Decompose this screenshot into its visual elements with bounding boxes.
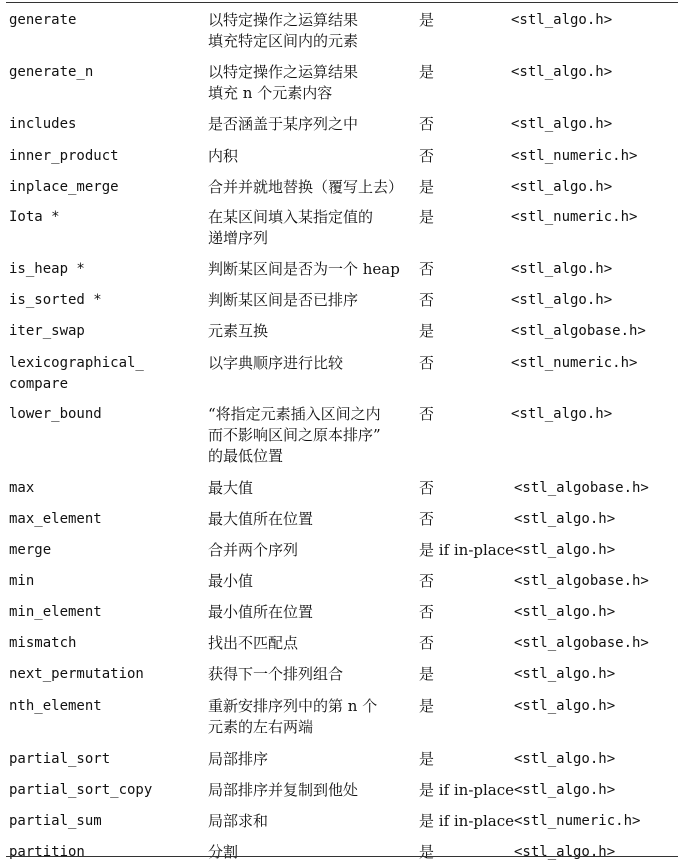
header-file: <stl_numeric.h> <box>511 148 638 164</box>
description-line: 局部求和 <box>208 812 269 830</box>
algorithm-name: Iota * <box>9 209 60 225</box>
algorithm-description <box>208 321 268 342</box>
header-file: <stl_algo.h> <box>511 12 613 28</box>
mutating-flag: 否 <box>419 405 435 423</box>
description-line: 找出不匹配点 <box>208 634 299 652</box>
algorithm-name: mismatch <box>9 635 77 651</box>
description-line: 而不影响区间之原本排序” <box>208 426 381 444</box>
algorithm-description <box>208 404 381 467</box>
algorithm-name: partial_sum <box>9 813 102 829</box>
algorithm-name: generate <box>9 12 77 28</box>
header-file: <stl_algo.h> <box>511 406 613 422</box>
description-line: 填充特定区间内的元素 <box>208 32 359 50</box>
description-line: 局部排序 <box>208 750 269 768</box>
description-line: 在某区间填入某指定值的 <box>208 208 374 226</box>
algorithm-description <box>208 749 268 770</box>
header-file: <stl_algo.h> <box>511 64 613 80</box>
algorithm-description <box>208 146 238 167</box>
header-file: <stl_algo.h> <box>511 116 613 132</box>
description-line: 获得下一个排列组合 <box>208 665 344 683</box>
description-line: 递增序列 <box>208 229 269 247</box>
algorithm-description <box>208 207 373 249</box>
mutating-flag: 是 <box>419 178 435 196</box>
algorithm-description <box>208 811 268 832</box>
description-line: 局部排序并复制到他处 <box>208 781 359 799</box>
algorithm-name: is_heap * <box>9 261 85 277</box>
algorithm-name: partial_sort_copy <box>9 782 153 798</box>
algorithm-description <box>208 664 343 685</box>
algorithm-name: iter_swap <box>9 323 85 339</box>
mutating-flag: 是 <box>419 63 435 81</box>
mutating-flag: 否 <box>419 510 435 528</box>
header-file: <stl_algo.h> <box>514 542 616 558</box>
mutating-flag: 否 <box>419 354 435 372</box>
description-line: 元素的左右两端 <box>208 718 314 736</box>
description-line: 的最低位置 <box>208 447 284 465</box>
mutating-flag: 否 <box>419 147 435 165</box>
algorithm-name: inplace_merge <box>9 179 119 195</box>
description-line: 以特定操作之运算结果 <box>208 63 359 81</box>
header-file: <stl_algo.h> <box>514 844 616 860</box>
algorithm-name: merge <box>9 542 52 558</box>
algorithm-name: min <box>9 573 35 589</box>
mutating-flag: 是 <box>419 750 435 768</box>
header-file: <stl_algo.h> <box>511 292 613 308</box>
algorithm-description <box>208 478 253 499</box>
mutating-flag: 是 <box>419 208 435 226</box>
header-file: <stl_numeric.h> <box>514 813 641 829</box>
mutating-flag: 是 if in-place <box>419 812 515 830</box>
description-line: 判断某区间是否已排序 <box>208 291 359 309</box>
description-line: 分割 <box>208 843 239 861</box>
description-line: 以特定操作之运算结果 <box>208 11 359 29</box>
header-file: <stl_algo.h> <box>511 179 613 195</box>
mutating-flag: 否 <box>419 260 435 278</box>
algorithm-description <box>208 177 403 198</box>
header-file: <stl_algobase.h> <box>514 573 649 589</box>
header-file: <stl_numeric.h> <box>511 209 638 225</box>
description-line: 判断某区间是否为一个 heap <box>208 260 400 278</box>
header-file: <stl_algobase.h> <box>514 480 649 496</box>
mutating-flag: 否 <box>419 572 435 590</box>
mutating-flag: 是 if in-place <box>419 541 515 559</box>
algorithm-description <box>208 62 358 104</box>
mutating-flag: 是 <box>419 322 435 340</box>
table-top-rule <box>6 2 678 3</box>
table-bottom-rule <box>6 856 678 857</box>
description-line: 合并两个序列 <box>208 541 299 559</box>
description-line: 以字典顺序进行比较 <box>208 354 344 372</box>
algorithm-name: generate_n <box>9 64 94 80</box>
algorithm-name: min_element <box>9 604 102 620</box>
header-file: <stl_algo.h> <box>514 666 616 682</box>
algorithm-name: lower_bound <box>9 406 102 422</box>
algorithm-name: max_element <box>9 511 102 527</box>
mutating-flag: 是 if in-place <box>419 781 515 799</box>
mutating-flag: 否 <box>419 291 435 309</box>
header-file: <stl_algo.h> <box>514 604 616 620</box>
algorithm-name: partition <box>9 844 85 860</box>
mutating-flag: 是 <box>419 843 435 861</box>
description-line: 最小值 <box>208 572 254 590</box>
mutating-flag: 是 <box>419 697 435 715</box>
algorithm-description <box>208 696 377 738</box>
algorithm-description <box>208 540 298 561</box>
algorithm-description <box>208 780 358 801</box>
algorithm-name: lexicographical_ compare <box>9 355 144 392</box>
description-line: 内积 <box>208 147 239 165</box>
mutating-flag: 是 <box>419 11 435 29</box>
description-line: 合并并就地替换（覆写上去） <box>208 178 404 196</box>
algorithm-description <box>208 602 313 623</box>
mutating-flag: 否 <box>419 479 435 497</box>
header-file: <stl_algobase.h> <box>511 323 646 339</box>
algorithm-name: is_sorted * <box>9 292 102 308</box>
description-line: 是否涵盖于某序列之中 <box>208 115 359 133</box>
algorithm-name: nth_element <box>9 698 102 714</box>
algorithm-description <box>208 290 358 311</box>
algorithm-name: partial_sort <box>9 751 111 767</box>
algorithm-name: includes <box>9 116 77 132</box>
algorithm-description <box>208 259 400 280</box>
algorithm-description <box>208 571 253 592</box>
description-line: 最大值所在位置 <box>208 510 314 528</box>
description-line: 最大值 <box>208 479 254 497</box>
mutating-flag: 否 <box>419 603 435 621</box>
header-file: <stl_algo.h> <box>511 261 613 277</box>
header-file: <stl_algobase.h> <box>514 635 649 651</box>
mutating-flag: 是 <box>419 665 435 683</box>
algorithm-description <box>208 633 298 654</box>
algorithm-description <box>208 353 343 374</box>
algorithm-name: inner_product <box>9 148 119 164</box>
description-line: 元素互换 <box>208 322 269 340</box>
algorithm-name: max <box>9 480 35 496</box>
description-line: 填充 n 个元素内容 <box>208 84 333 102</box>
header-file: <stl_algo.h> <box>514 511 616 527</box>
description-line: “将指定元素插入区间之内 <box>208 405 381 423</box>
header-file: <stl_algo.h> <box>514 698 616 714</box>
header-file: <stl_algo.h> <box>514 751 616 767</box>
algorithm-name: next_permutation <box>9 666 144 682</box>
description-line: 重新安排序列中的第 n 个 <box>208 697 378 715</box>
header-file: <stl_algo.h> <box>514 782 616 798</box>
algorithm-description <box>208 10 358 52</box>
algorithm-description <box>208 114 358 135</box>
header-file: <stl_numeric.h> <box>511 355 638 371</box>
algorithm-description <box>208 842 238 863</box>
mutating-flag: 否 <box>419 634 435 652</box>
mutating-flag: 否 <box>419 115 435 133</box>
algorithm-description <box>208 509 313 530</box>
description-line: 最小值所在位置 <box>208 603 314 621</box>
